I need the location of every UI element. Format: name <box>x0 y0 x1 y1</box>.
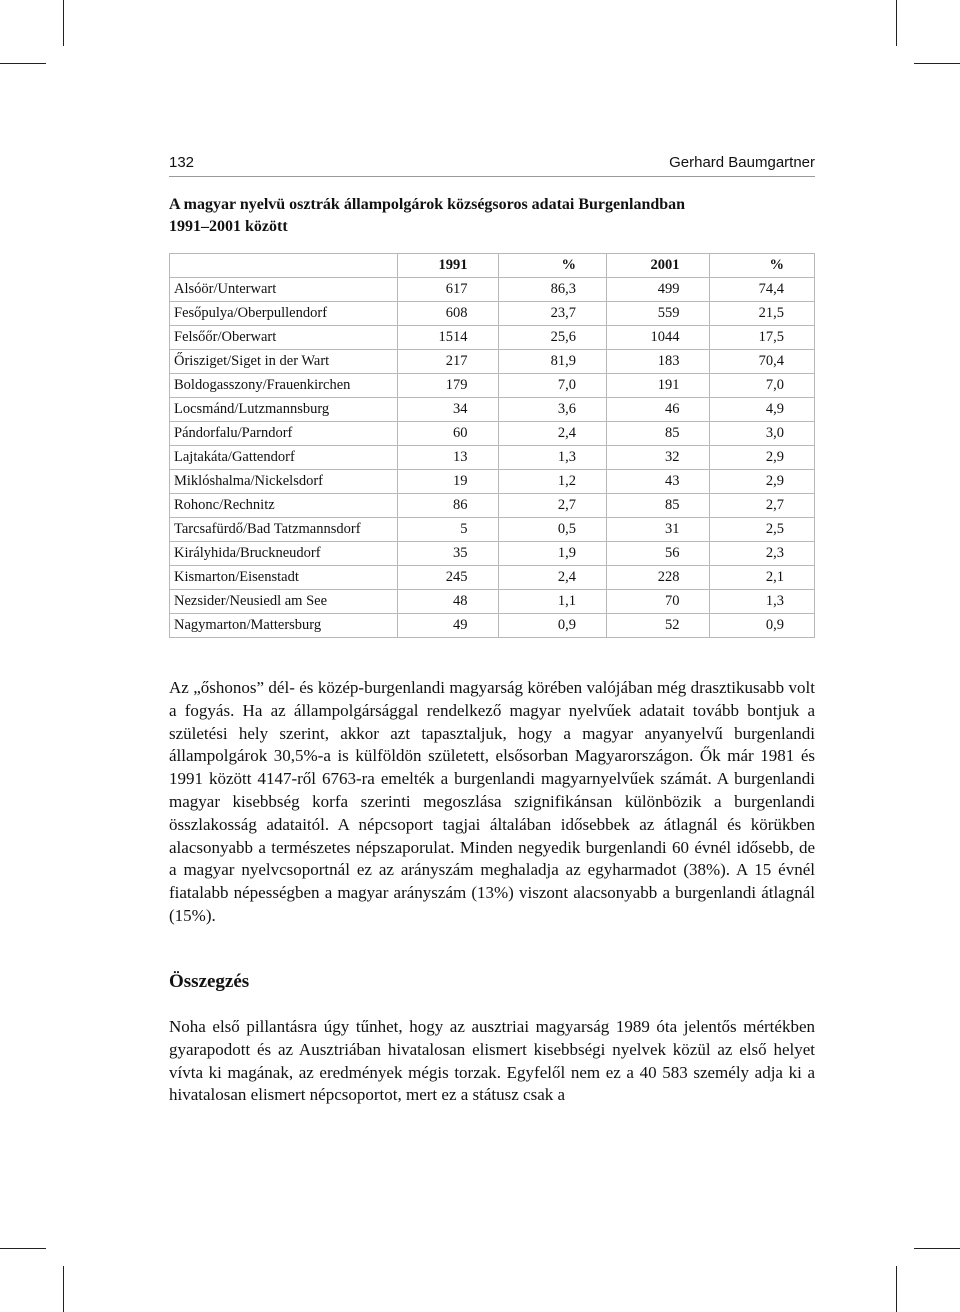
table-cell: 2,7 <box>498 494 607 518</box>
table-cell: 48 <box>398 590 498 614</box>
crop-mark <box>896 0 897 46</box>
column-header: 1991 <box>398 254 498 278</box>
crop-mark <box>63 0 64 46</box>
data-table <box>169 253 815 638</box>
table-cell: 49 <box>398 614 498 638</box>
table-title <box>169 194 809 238</box>
table-row <box>170 566 815 590</box>
municipality-name: Felsőőr/Oberwart <box>170 326 398 350</box>
crop-mark <box>914 63 960 64</box>
table-row <box>170 326 815 350</box>
table-cell: 1044 <box>607 326 710 350</box>
table-cell: 25,6 <box>498 326 607 350</box>
municipality-name: Nezsider/Neusiedl am See <box>170 590 398 614</box>
table-cell: 617 <box>398 278 498 302</box>
table-cell: 3,0 <box>710 422 815 446</box>
table-cell: 31 <box>607 518 710 542</box>
column-header <box>170 254 398 278</box>
table-cell: 86 <box>398 494 498 518</box>
municipality-name: Lajtakáta/Gattendorf <box>170 446 398 470</box>
table-cell: 1,1 <box>498 590 607 614</box>
table-cell: 85 <box>607 422 710 446</box>
table-cell: 1,9 <box>498 542 607 566</box>
table-row <box>170 278 815 302</box>
table-cell: 499 <box>607 278 710 302</box>
table-cell: 86,3 <box>498 278 607 302</box>
municipality-name: Pándorfalu/Parndorf <box>170 422 398 446</box>
table-cell: 34 <box>398 398 498 422</box>
table-body <box>170 278 815 638</box>
table-cell: 13 <box>398 446 498 470</box>
table-cell: 32 <box>607 446 710 470</box>
table-cell: 2,5 <box>710 518 815 542</box>
municipality-name: Tarcsafürdő/Bad Tatzmannsdorf <box>170 518 398 542</box>
table-cell: 43 <box>607 470 710 494</box>
table-cell: 245 <box>398 566 498 590</box>
table-cell: 2,4 <box>498 566 607 590</box>
table-cell: 2,9 <box>710 446 815 470</box>
table-cell: 1514 <box>398 326 498 350</box>
municipality-name: Őrisziget/Siget in der Wart <box>170 350 398 374</box>
running-author: Gerhard Baumgartner <box>669 154 815 171</box>
table-cell: 1,3 <box>498 446 607 470</box>
table-cell: 1,3 <box>710 590 815 614</box>
column-header: % <box>710 254 815 278</box>
table-cell: 1,2 <box>498 470 607 494</box>
table-header-row <box>170 254 815 278</box>
table-cell: 179 <box>398 374 498 398</box>
body-paragraph: Az „őshonos” dél- és közép-burgenlandi magyarság körében valójában még drasztikusabb volt a fogyás. Ha az állampolgársággal rendelkező magyar nyelvűek adatait tovább bontjuk a születési hely szerint, akkor azt tapasztaljuk, hogy a magyar anyanyelvű burgenlandi állampolgárok 30,5%-a is külföldön született, elsősorban Magyarországon. Ők már 1981 és 1991 között 4147-ről 6763-ra emelték a burgenlandi magyarnyelvűek számát. A burgenlandi magyar kisebbség korfa szerinti megoszlása szignifikánsan különbözik a burgenlandi összlakosság adataitól. A népcsoport tagjai általában idősebbek az átlagnál és körükben alacsonyabb a természetes népszaporulat. Minden negyedik burgenlandi 60 évnél idősebb, de a magyar nyelvcsoportnál ez az arányszám meghaladja az egyharmadot (38%). A 15 évnél fiatalabb népességben a magyar arányszám (13%) viszont alacsonyabb a burgenlandi átlagnál (15%). <box>169 678 815 925</box>
table-cell: 46 <box>607 398 710 422</box>
table-cell: 7,0 <box>710 374 815 398</box>
table-cell: 70,4 <box>710 350 815 374</box>
table-cell: 81,9 <box>498 350 607 374</box>
table-cell: 85 <box>607 494 710 518</box>
table-cell: 2,1 <box>710 566 815 590</box>
table-row <box>170 302 815 326</box>
table-cell: 3,6 <box>498 398 607 422</box>
table-cell: 228 <box>607 566 710 590</box>
municipality-name: Nagymarton/Mattersburg <box>170 614 398 638</box>
table-cell: 5 <box>398 518 498 542</box>
page-number: 132 <box>169 154 195 171</box>
crop-mark <box>914 1248 960 1249</box>
table-cell: 0,9 <box>710 614 815 638</box>
table-cell: 23,7 <box>498 302 607 326</box>
section-heading: Összegzés <box>169 971 250 992</box>
municipality-name: Kismarton/Eisenstadt <box>170 566 398 590</box>
table-row <box>170 494 815 518</box>
table-cell: 19 <box>398 470 498 494</box>
table-cell: 2,3 <box>710 542 815 566</box>
municipality-name: Locsmánd/Lutzmannsburg <box>170 398 398 422</box>
table-row <box>170 470 815 494</box>
table-title-line: 1991–2001 között <box>169 218 288 235</box>
column-header: % <box>498 254 607 278</box>
table-cell: 4,9 <box>710 398 815 422</box>
municipality-name: Rohonc/Rechnitz <box>170 494 398 518</box>
crop-mark <box>0 63 46 64</box>
table-cell: 559 <box>607 302 710 326</box>
table-row <box>170 398 815 422</box>
table-cell: 2,9 <box>710 470 815 494</box>
municipality-name: Királyhida/Bruckneudorf <box>170 542 398 566</box>
table-cell: 217 <box>398 350 498 374</box>
table-title-line: A magyar nyelvü osztrák állampolgárok községsoros adatai Burgenlandban <box>169 196 686 213</box>
table-cell: 7,0 <box>498 374 607 398</box>
column-header: 2001 <box>607 254 710 278</box>
table-cell: 608 <box>398 302 498 326</box>
table-cell: 74,4 <box>710 278 815 302</box>
table-cell: 56 <box>607 542 710 566</box>
table-cell: 52 <box>607 614 710 638</box>
table-cell: 191 <box>607 374 710 398</box>
table-cell: 2,7 <box>710 494 815 518</box>
municipality-name: Miklóshalma/Nickelsdorf <box>170 470 398 494</box>
table-row <box>170 590 815 614</box>
table-row <box>170 374 815 398</box>
body-paragraph: Noha első pillantásra úgy tűnhet, hogy az ausztriai magyarság 1989 óta jelentős mértékben gyarapodott és az Ausztriában hivatalosan elismert kisebbségi nyelvek közül az első helyet vívta ki magának, az eredmények mégis torzak. Egyfelől nem ez a 40 583 személy adja ki a hivatalosan elismert népcsoportot, mert ez a státusz csak a <box>169 1017 815 1105</box>
table-row <box>170 350 815 374</box>
table-row <box>170 518 815 542</box>
crop-mark <box>63 1266 64 1312</box>
table-cell: 0,9 <box>498 614 607 638</box>
table-cell: 183 <box>607 350 710 374</box>
crop-mark <box>896 1266 897 1312</box>
table-row <box>170 446 815 470</box>
municipality-name: Alsóör/Unterwart <box>170 278 398 302</box>
table-row <box>170 542 815 566</box>
crop-mark <box>0 1248 46 1249</box>
municipality-name: Fesőpulya/Oberpullendorf <box>170 302 398 326</box>
table-cell: 21,5 <box>710 302 815 326</box>
table-cell: 0,5 <box>498 518 607 542</box>
table-cell: 60 <box>398 422 498 446</box>
table-cell: 17,5 <box>710 326 815 350</box>
table-cell: 70 <box>607 590 710 614</box>
table-row <box>170 422 815 446</box>
table-cell: 2,4 <box>498 422 607 446</box>
municipality-name: Boldogasszony/Frauenkirchen <box>170 374 398 398</box>
table-row <box>170 614 815 638</box>
running-header <box>169 152 815 177</box>
table-cell: 35 <box>398 542 498 566</box>
